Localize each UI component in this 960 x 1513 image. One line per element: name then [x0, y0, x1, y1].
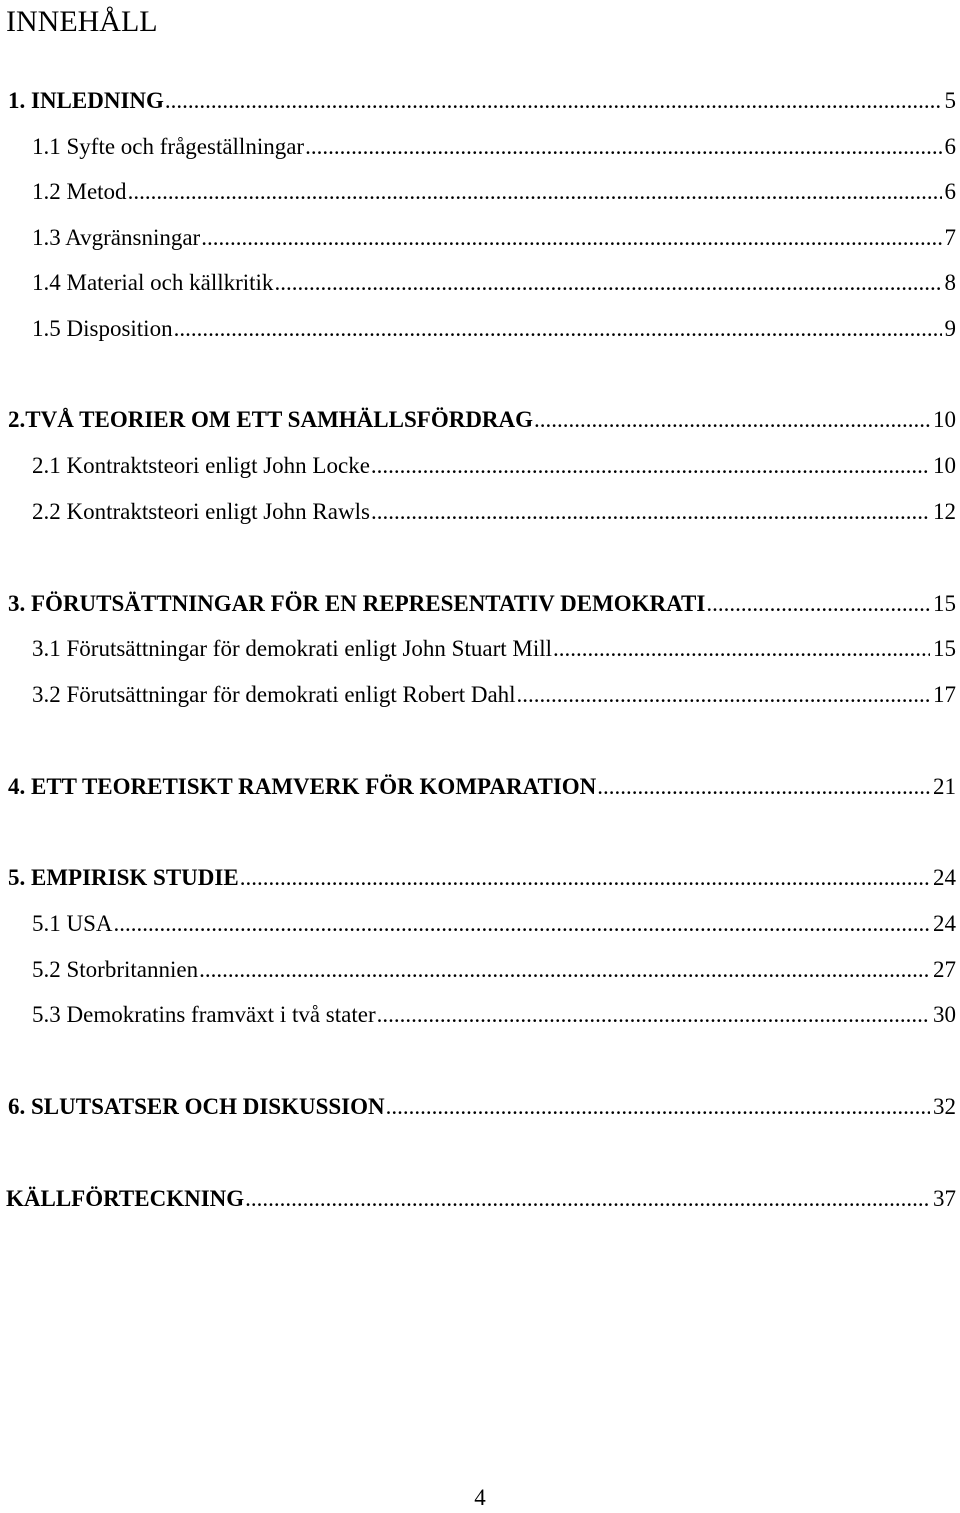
toc-entry-title: 1.5 Disposition: [32, 316, 173, 341]
toc-entry-chapter-5[interactable]: [8, 863, 956, 893]
toc-entry-section-5-2[interactable]: [32, 955, 956, 985]
toc-entry-title: 1.2 Metod: [32, 179, 127, 204]
toc-entry-page: 15: [933, 591, 956, 616]
dot-leader: [274, 268, 941, 298]
toc-entry-page: 30: [933, 1002, 956, 1027]
toc-entry-page: 15: [933, 636, 956, 661]
dot-leader: [597, 772, 930, 802]
dot-leader: [371, 451, 930, 481]
toc-entry-page: 24: [933, 911, 956, 936]
dot-leader: [199, 955, 930, 985]
toc-entry-page: 5: [944, 88, 956, 113]
toc-entry-page: 7: [944, 225, 956, 250]
toc-entry-section-1-1[interactable]: [32, 132, 956, 162]
dot-leader: [165, 86, 942, 116]
toc-entry-section-2-1[interactable]: [32, 451, 956, 481]
toc-entry-section-5-3[interactable]: [32, 1000, 956, 1030]
toc-entry-title: 3.1 Förutsättningar för demokrati enligt John Stuart Mill: [32, 636, 552, 661]
toc-entry-title: 6. SLUTSATSER OCH DISKUSSION: [8, 1094, 385, 1119]
toc-entry-title: 5.3 Demokratins framväxt i två stater: [32, 1002, 376, 1027]
toc-entry-page: 24: [933, 865, 956, 890]
dot-leader: [377, 1000, 930, 1030]
dot-leader: [386, 1092, 930, 1122]
dot-leader: [201, 223, 941, 253]
toc-entry-section-2-2[interactable]: [32, 497, 956, 527]
dot-leader: [174, 314, 942, 344]
toc-entry-page: 6: [944, 134, 956, 159]
toc-entry-page: 10: [933, 453, 956, 478]
toc-entry-page: 9: [944, 316, 956, 341]
toc-entry-title: 1.3 Avgränsningar: [32, 225, 201, 250]
toc-entry-section-1-2[interactable]: [32, 177, 956, 207]
toc-entry-page: 6: [944, 179, 956, 204]
toc-entry-title: 1.4 Material och källkritik: [32, 270, 274, 295]
toc-entry-title: 5.2 Storbritannien: [32, 957, 199, 982]
toc-entry-page: 8: [944, 270, 956, 295]
toc-entry-page: 32: [933, 1094, 956, 1119]
toc-entry-section-1-5[interactable]: [32, 314, 956, 344]
toc-entry-page: 17: [933, 682, 956, 707]
toc-entry-chapter-3[interactable]: [8, 589, 956, 619]
toc-entry-page: 27: [933, 957, 956, 982]
toc-entry-chapter-6[interactable]: [8, 1092, 956, 1122]
toc-entry-section-3-2[interactable]: [32, 680, 956, 710]
toc-entry-title: 1. INLEDNING: [8, 88, 164, 113]
toc-entry-title: 3.2 Förutsättningar för demokrati enligt Robert Dahl: [32, 682, 516, 707]
toc-entry-section-3-1[interactable]: [32, 634, 956, 664]
toc-entry-title: 2.1 Kontraktsteori enligt John Locke: [32, 453, 370, 478]
toc-entry-title: 2.2 Kontraktsteori enligt John Rawls: [32, 499, 370, 524]
toc-entry-title: 4. ETT TEORETISKT RAMVERK FÖR KOMPARATION: [8, 774, 597, 799]
toc-entry-page: 10: [933, 407, 956, 432]
page-number: 4: [474, 1485, 486, 1510]
toc-entry-page: 37: [933, 1186, 956, 1211]
dot-leader: [114, 909, 930, 939]
dot-leader: [305, 132, 941, 162]
dot-leader: [240, 863, 930, 893]
toc-entry-chapter-1[interactable]: [8, 86, 956, 116]
toc-entry-section-5-1[interactable]: [32, 909, 956, 939]
dot-leader: [128, 177, 942, 207]
toc-entry-chapter-4[interactable]: [8, 772, 956, 802]
toc-entry-section-1-3[interactable]: [32, 223, 956, 253]
toc-entry-title: 5. EMPIRISK STUDIE: [8, 865, 239, 890]
toc-entry-page: 21: [933, 774, 956, 799]
dot-leader: [553, 634, 930, 664]
toc-entry-chapter-2[interactable]: [8, 405, 956, 435]
toc-entry-title: 5.1 USA: [32, 911, 113, 936]
toc-entry-title: 2.TVÅ TEORIER OM ETT SAMHÄLLSFÖRDRAG: [8, 407, 534, 432]
toc-entry-title: 1.1 Syfte och frågeställningar: [32, 134, 305, 159]
dot-leader: [371, 497, 930, 527]
toc-entry-title: 3. FÖRUTSÄTTNINGAR FÖR EN REPRESENTATIV DEMOKRATI: [8, 591, 706, 616]
dot-leader: [517, 680, 930, 710]
toc-entry-references[interactable]: [6, 1184, 956, 1214]
toc-heading: INNEHÅLL: [6, 5, 158, 38]
toc-entry-section-1-4[interactable]: [32, 268, 956, 298]
dot-leader: [706, 589, 930, 619]
dot-leader: [534, 405, 930, 435]
dot-leader: [245, 1184, 930, 1214]
toc-entry-page: 12: [933, 499, 956, 524]
toc-entry-title: KÄLLFÖRTECKNING: [6, 1186, 245, 1211]
